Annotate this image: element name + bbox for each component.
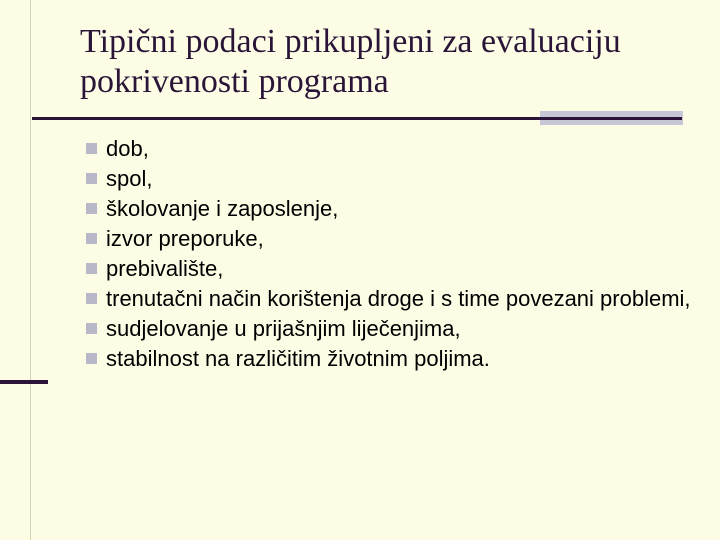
left-accent-bar <box>0 380 48 384</box>
bullet-item <box>88 346 698 372</box>
square-bullet-icon <box>86 143 97 154</box>
square-bullet-icon <box>86 293 97 304</box>
bullet-item <box>88 196 698 222</box>
slide-title: Tipični podaci prikupljeni za evaluaciju pokrivenosti programa <box>80 23 621 100</box>
title-underline <box>32 117 682 120</box>
bullet-text: izvor preporuke, <box>106 226 264 251</box>
bullet-item <box>88 136 698 162</box>
bullet-text: trenutačni način korištenja droge i s time povezani problemi, <box>106 286 691 311</box>
square-bullet-icon <box>86 353 97 364</box>
bullet-text: spol, <box>106 166 153 191</box>
bullet-item <box>88 166 698 192</box>
bullet-text: dob, <box>106 136 149 161</box>
square-bullet-icon <box>86 323 97 334</box>
bullet-item <box>88 256 698 282</box>
bullet-text: prebivalište, <box>106 256 224 281</box>
bullet-item <box>88 226 698 252</box>
left-vertical-rule <box>30 0 31 540</box>
bullet-item <box>88 286 698 312</box>
square-bullet-icon <box>86 203 97 214</box>
bullet-text: školovanje i zaposlenje, <box>106 196 339 221</box>
square-bullet-icon <box>86 173 97 184</box>
bullet-text: sudjelovanje u prijašnjim liječenjima, <box>106 316 461 341</box>
bullet-list <box>88 136 698 376</box>
bullet-item <box>88 316 698 342</box>
square-bullet-icon <box>86 263 97 274</box>
bullet-text: stabilnost na različitim životnim poljima. <box>106 346 490 371</box>
square-bullet-icon <box>86 233 97 244</box>
